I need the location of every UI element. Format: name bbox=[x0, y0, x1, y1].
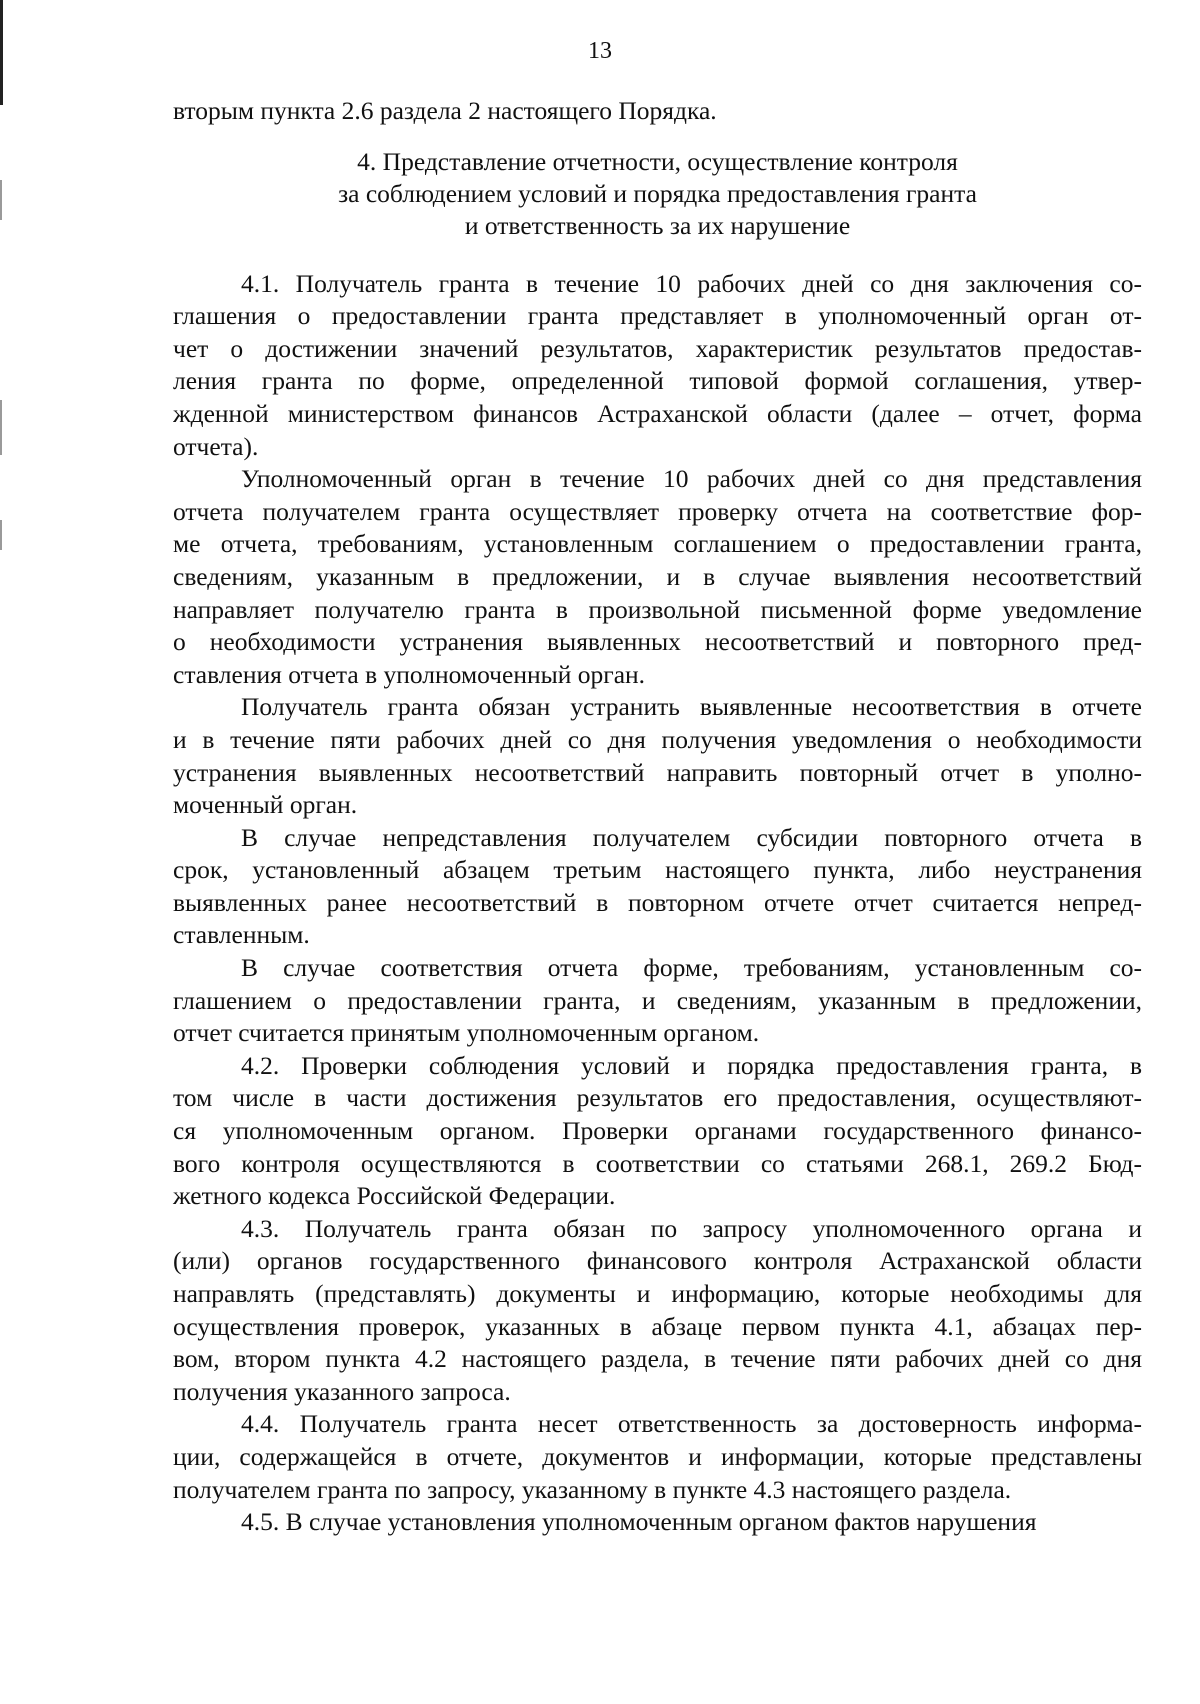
paragraph-line: вого контроля осуществляются в соответствии со статьями 268.1, 269.2 Бюд- bbox=[173, 1148, 1142, 1178]
paragraph-line: В случае соответствия отчета форме, требованиям, установленным со- bbox=[241, 953, 1142, 983]
paragraph bbox=[173, 952, 1142, 1050]
paragraph bbox=[173, 691, 1142, 821]
paragraph-line: ставления отчета в уполномоченный орган. bbox=[173, 659, 646, 689]
paragraph bbox=[173, 1506, 1142, 1539]
paragraph-line: направлять (представлять) документы и информацию, которые необходимы для bbox=[173, 1279, 1142, 1308]
paragraph-line: чет о достижении значений результатов, характеристик результатов предостав- bbox=[173, 333, 1142, 363]
paragraph-line: ления гранта по форме, определенной типовой формой соглашения, утвер- bbox=[173, 366, 1142, 396]
paragraph-line: вом, втором пункта 4.2 настоящего раздела, в течение пяти рабочих дней со дня bbox=[173, 1344, 1142, 1374]
scan-edge-mark bbox=[0, 400, 2, 455]
section-heading-line: 4. Представление отчетности, осуществление контроля bbox=[357, 146, 958, 176]
paragraph-line: глашением о предоставлении гранта, и сведениям, указанным в предложении, bbox=[173, 985, 1142, 1015]
paragraph bbox=[173, 1213, 1142, 1409]
paragraph bbox=[173, 822, 1142, 952]
section-heading bbox=[173, 146, 1142, 242]
paragraph-line: глашения о предоставлении гранта представляет в уполномоченный орган от- bbox=[173, 301, 1142, 331]
paragraph bbox=[173, 463, 1142, 691]
document-body bbox=[173, 95, 1142, 1539]
paragraph-line: моченный орган. bbox=[173, 790, 358, 820]
paragraph-line: о необходимости устранения выявленных несоответствий и повторного пред- bbox=[173, 627, 1142, 657]
paragraph-line: отчета получателем гранта осуществляет проверку отчета на соответствие фор- bbox=[173, 496, 1142, 526]
paragraph-line: ме отчета, требованиям, установленным соглашением о предоставлении гранта, bbox=[173, 529, 1142, 559]
paragraph-line: сведениям, указанным в предложении, и в случае выявления несоответствий bbox=[173, 561, 1142, 591]
paragraph-line: получения указанного запроса. bbox=[173, 1376, 511, 1406]
paragraph-line: В случае непредставления получателем субсидии повторного отчета в bbox=[241, 822, 1142, 852]
section-heading-line: за соблюдением условий и порядка предоставления гранта bbox=[338, 178, 977, 208]
paragraph-line: Уполномоченный орган в течение 10 рабочих дней со дня представления bbox=[241, 464, 1142, 494]
paragraph-line: отчета). bbox=[173, 431, 259, 461]
paragraph-line: ции, содержащейся в отчете, документов и информации, которые представлены bbox=[173, 1441, 1142, 1471]
scan-edge-mark bbox=[0, 520, 2, 550]
scan-edge-mark bbox=[0, 180, 2, 220]
paragraph-line: ся уполномоченным органом. Проверки органами государственного финансо- bbox=[173, 1116, 1142, 1146]
paragraph-line: и в течение пяти рабочих дней со дня получения уведомления о необходимости bbox=[173, 724, 1142, 754]
paragraph-line: срок, установленный абзацем третьим настоящего пункта, либо неустранения bbox=[173, 855, 1142, 885]
paragraphs bbox=[173, 268, 1142, 1539]
paragraph-line: 4.1. Получатель гранта в течение 10 рабочих дней со дня заключения со- bbox=[241, 268, 1142, 298]
section-heading-line: и ответственность за их нарушение bbox=[464, 210, 851, 240]
page-number: 13 bbox=[588, 38, 612, 64]
paragraph-line: получателем гранта по запросу, указанному в пункте 4.3 настоящего раздела. bbox=[173, 1474, 1012, 1504]
paragraph-line: выявленных ранее несоответствий в повторном отчете отчет считается непред- bbox=[173, 887, 1142, 917]
paragraph-line: (или) органов государственного финансового контроля Астраханской области bbox=[173, 1246, 1142, 1276]
paragraph-line: устранения выявленных несоответствий направить повторный отчет в уполно- bbox=[173, 757, 1142, 787]
paragraph-line: ставленным. bbox=[173, 920, 310, 950]
paragraph-line: осуществления проверок, указанных в абзаце первом пункта 4.1, абзацах пер- bbox=[173, 1311, 1142, 1341]
paragraph-line: жденной министерством финансов Астраханской области (далее – отчет, форма bbox=[173, 398, 1142, 428]
paragraph-line: Получатель гранта обязан устранить выявленные несоответствия в отчете bbox=[241, 692, 1142, 722]
paragraph-line: том числе в части достижения результатов его предоставления, осуществляют- bbox=[173, 1083, 1142, 1113]
paragraph-line: жетного кодекса Российской Федерации. bbox=[173, 1181, 616, 1211]
paragraph-line: 4.3. Получатель гранта обязан по запросу уполномоченного органа и bbox=[241, 1213, 1142, 1243]
intro-line: вторым пункта 2.6 раздела 2 настоящего Порядка. bbox=[173, 96, 717, 125]
paragraph-line: 4.5. В случае установления уполномоченным органом фактов нарушения bbox=[241, 1507, 1037, 1537]
paragraph bbox=[173, 1408, 1142, 1506]
paragraph-line: 4.4. Получатель гранта несет ответственность за достоверность информа- bbox=[241, 1409, 1142, 1439]
paragraph-line: отчет считается принятым уполномоченным органом. bbox=[173, 1018, 760, 1048]
paragraph bbox=[173, 268, 1142, 464]
paragraph bbox=[173, 1050, 1142, 1213]
paragraph-line: направляет получателю гранта в произвольной письменной форме уведомление bbox=[173, 594, 1142, 624]
paragraph-line: 4.2. Проверки соблюдения условий и порядка предоставления гранта, в bbox=[241, 1050, 1142, 1080]
